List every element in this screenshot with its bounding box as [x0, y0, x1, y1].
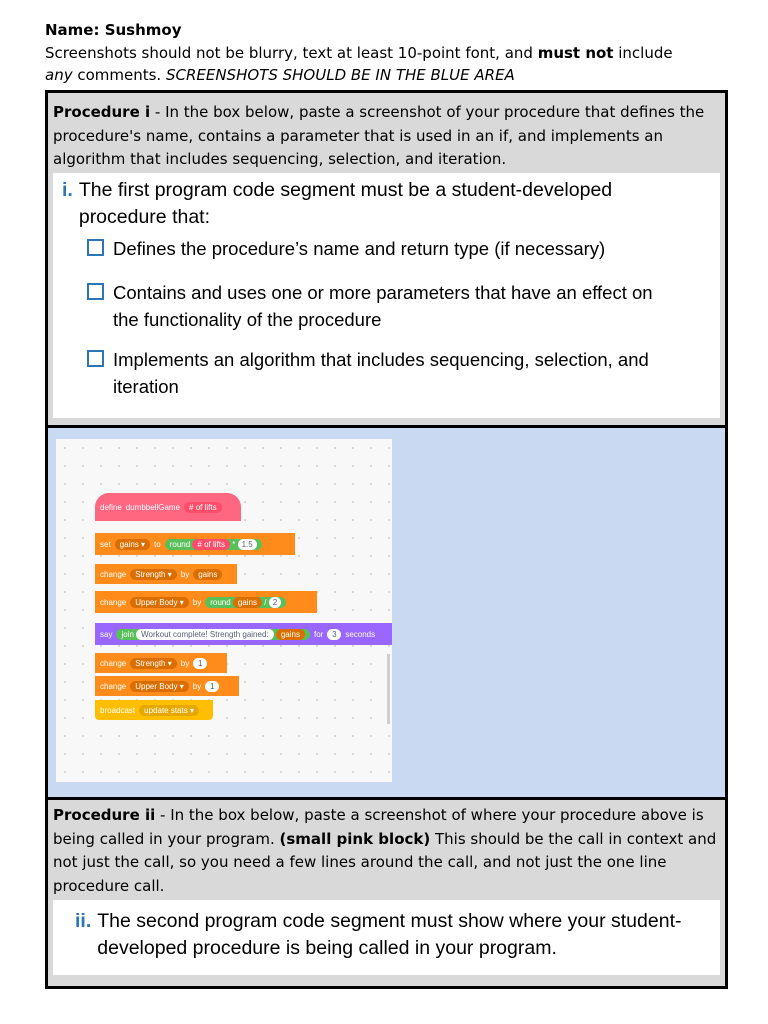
rubric-item-name: Defines the procedure’s name and return type (if necessary) [87, 235, 707, 262]
scratch-code-screenshot [56, 439, 392, 782]
instructions-line-1: Screenshots should not be blurry, text at least 10-point font, and must not include [45, 44, 673, 62]
procedure-ii-rubric [53, 900, 720, 975]
rubric-i-title: i. The first program code segment must be a student-developed procedure that: [62, 179, 613, 228]
instructions-line-2: any comments. SCREENSHOTS SHOULD BE IN THE BLUE AREA [45, 66, 515, 84]
say-block: say join Workout complete! Strength gained: gains for 3 seconds [95, 623, 392, 645]
checkbox-icon[interactable] [87, 283, 104, 300]
rubric-item-parameters: Contains and uses one or more parameters that have an effect on the functionality of the procedure [87, 279, 707, 333]
rubric-item-algorithm: Implements an algorithm that includes sequencing, selection, and iteration [87, 346, 707, 400]
procedure-ii-section [48, 800, 725, 986]
scrollbar[interactable] [387, 654, 390, 724]
change-upper-body-1-block: change Upper Body ▾ by 1 [95, 676, 239, 696]
procedure-i-section [48, 93, 725, 425]
procedure-i-instructions: Procedure i - In the box below, paste a screenshot of your procedure that defines the procedure's name, contains a parameter that is used in an if, and implements an algorithm that includes sequencing, selection, and iteration. [53, 103, 705, 168]
procedure-table [45, 90, 728, 989]
change-strength-block: change Strength ▾ by gains [95, 564, 237, 584]
rubric-ii-text: ii. The second program code segment must show where your student-developed procedure is being called in your program. [75, 910, 682, 959]
checkbox-icon[interactable] [87, 350, 104, 367]
change-strength-1-block: change Strength ▾ by 1 [95, 653, 227, 673]
student-name: Name: Sushmoy [45, 21, 182, 39]
broadcast-block: broadcast update stats ▾ [95, 700, 213, 720]
procedure-ii-instructions: Procedure ii - In the box below, paste a screenshot of where your procedure above is being called in your program. (small pink block) This should be the call in context and not just the call, so you need a few lines around the call, and not just the one line procedure call. [53, 806, 717, 895]
define-block: define dumbbellGame # of lifts [95, 493, 241, 521]
checkbox-icon[interactable] [87, 239, 104, 256]
set-gains-block: set gains ▾ to round # of lifts * 1.5 [95, 533, 295, 555]
procedure-i-rubric [53, 173, 720, 418]
change-upper-body-block: change Upper Body ▾ by round gains / 2 [95, 591, 317, 613]
screenshot-blue-area [48, 428, 725, 797]
